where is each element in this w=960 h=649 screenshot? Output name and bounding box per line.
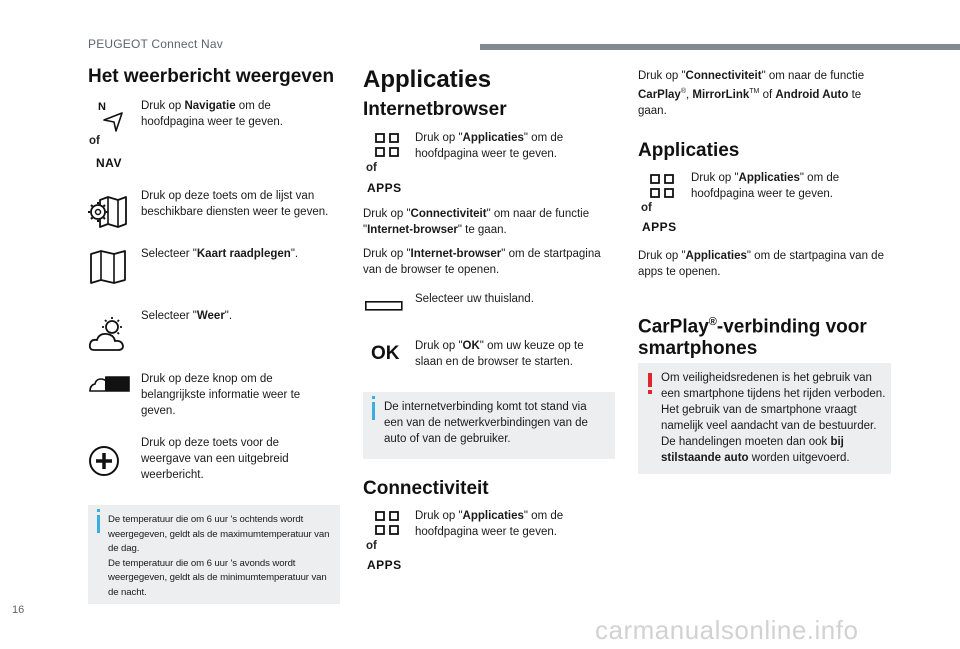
section-title-applications: Applicaties: [363, 66, 492, 93]
or-label: of: [366, 162, 377, 174]
ok-key: OK: [371, 343, 400, 364]
step-text: Druk op deze knop om de belangrijkste informatie weer te geven.: [141, 373, 301, 417]
or-label: of: [366, 540, 377, 552]
warning-note: [638, 363, 891, 474]
step-text: Selecteer uw thuisland.: [415, 293, 534, 305]
step-text: Druk op deze toets voor de weergave van een uitgebreid weerbericht.: [141, 437, 289, 481]
note-text: De internetverbinding komt tot stand via een van de netwerkverbindingen van de auto of van de gebruiker.: [384, 401, 588, 445]
apps-key: APPS: [367, 558, 402, 572]
nav-key: NAV: [96, 156, 122, 170]
step-text: Druk op Navigatie om de hoofdpagina weer te geven.: [141, 100, 283, 128]
step-text: Druk op "Applicaties" om de hoofdpagina weer te geven.: [415, 510, 564, 538]
apps-grid-icon: [375, 511, 399, 535]
info-note: [363, 392, 615, 459]
or-label: of: [89, 135, 100, 147]
weather-info-tab-icon: [88, 376, 130, 392]
header-bar: [480, 44, 960, 50]
map-icon: [88, 250, 128, 284]
apps-grid-icon: [375, 133, 399, 157]
info-icon: [372, 402, 375, 420]
weather-icon: [88, 316, 128, 354]
subsection-title-apps: Applicaties: [638, 140, 740, 161]
section-title-weather: Het weerbericht weergeven: [88, 66, 335, 87]
step-text: Druk op "Connectiviteit" om naar de functie CarPlay®, MirrorLink™ of Android Auto te gaan.: [638, 70, 865, 117]
running-header: PEUGEOT Connect Nav: [88, 37, 223, 51]
subsection-title-connectivity: Connectiviteit: [363, 478, 489, 499]
step-text: Druk op "Applicaties" om de startpagina van de apps te openen.: [638, 250, 884, 278]
page-number: 16: [12, 604, 25, 616]
warning-icon: [648, 373, 652, 387]
step-text: Selecteer "Weer".: [141, 310, 233, 322]
step-text: Druk op "Applicaties" om de hoofdpagina weer te geven.: [691, 172, 840, 200]
apps-key: APPS: [642, 220, 677, 234]
warning-text: Om veiligheidsredenen is het gebruik van een smartphone tijdens het rijden verboden. Het gebruik van de smartphone vraagt namelijk veel aandacht van de bestuurder. De handelingen moeten dan ook bij stilstaande auto worden uitgevoerd.: [661, 372, 886, 464]
step-text: Druk op "Internet-browser" om de startpagina van de browser te openen.: [363, 248, 601, 276]
subsection-title-carplay: CarPlay®-verbinding voor smartphones: [638, 316, 867, 360]
step-text: Druk op "Applicaties" om de hoofdpagina weer te geven.: [415, 132, 564, 160]
or-label: of: [641, 202, 652, 214]
watermark: carmanualsonline.info: [595, 615, 859, 645]
apps-key: APPS: [367, 181, 402, 195]
step-text: Selecteer "Kaart raadplegen".: [141, 248, 299, 260]
note-text: De temperatuur die om 6 uur 's ochtends wordt weergegeven, geldt als de maximumtemperatuur van de dag. De temperatuur die om 6 uur 's avonds wordt weergegeven, geldt als de minimumtemperatuur van de nacht.: [108, 514, 330, 598]
svg-text:N: N: [98, 101, 106, 113]
step-text: Druk op deze toets om de lijst van beschikbare diensten weer te geven.: [141, 190, 329, 218]
info-icon: [97, 515, 100, 533]
info-note: [88, 505, 340, 604]
selection-bar-icon: [365, 301, 403, 311]
plus-circle-icon: [88, 445, 120, 477]
apps-grid-icon: [650, 174, 674, 198]
subsection-title-browser: Internetbrowser: [363, 99, 507, 120]
map-settings-icon: [88, 196, 128, 228]
navigation-arrow-icon: [96, 98, 126, 132]
step-text: Druk op "OK" om uw keuze op te slaan en de browser te starten.: [415, 340, 584, 368]
step-text: Druk op "Connectiviteit" om naar de functie "Internet-browser" te gaan.: [363, 208, 590, 236]
